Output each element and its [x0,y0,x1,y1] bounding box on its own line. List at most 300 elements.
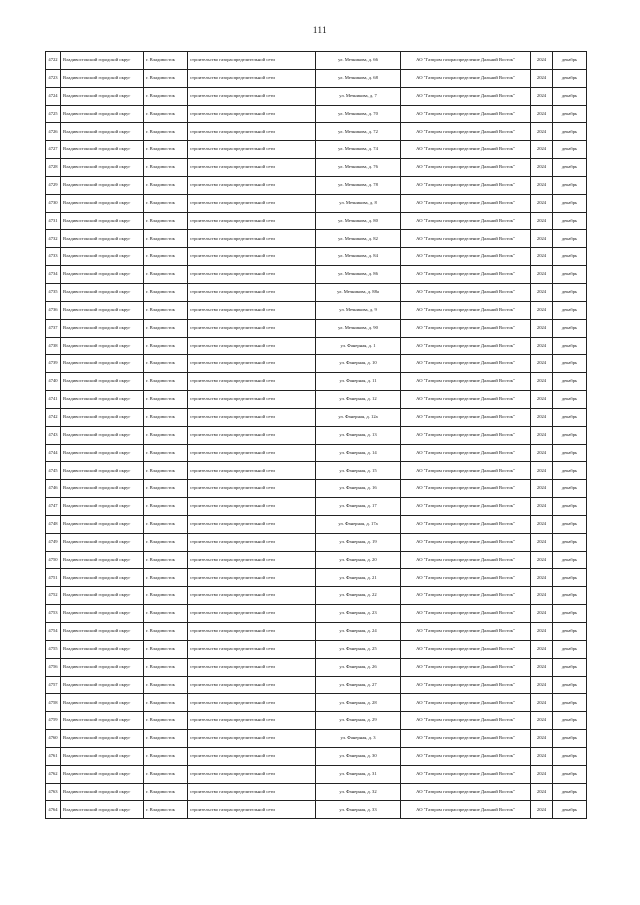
district-cell: Владивостокский городской округ [61,480,144,498]
work-type-cell: строительство газораспределительной сети [188,159,316,177]
year-cell: 2024 [531,533,553,551]
row-number: 4728 [46,159,61,177]
city-cell: г. Владивосток [144,52,188,70]
month-cell: декабрь [553,694,587,712]
district-cell: Владивостокский городской округ [61,587,144,605]
year-cell: 2024 [531,426,553,444]
year-cell: 2024 [531,319,553,337]
address-cell: ул. Мечникова, д. 68 [316,69,401,87]
city-cell: г. Владивосток [144,87,188,105]
organization-cell: АО "Газпром газораспределение Дальний Восток" [401,248,531,266]
address-cell: ул. Фанерная, д. 1 [316,337,401,355]
district-cell: Владивостокский городской округ [61,212,144,230]
address-cell: ул. Фанерная, д. 22 [316,587,401,605]
work-type-cell: строительство газораспределительной сети [188,301,316,319]
work-type-cell: строительство газораспределительной сети [188,52,316,70]
city-cell: г. Владивосток [144,533,188,551]
row-number: 4761 [46,747,61,765]
district-cell: Владивостокский городской округ [61,266,144,284]
address-cell: ул. Фанерная, д. 12 [316,391,401,409]
address-cell: ул. Фанерная, д. 32 [316,783,401,801]
district-cell: Владивостокский городской округ [61,783,144,801]
month-cell: декабрь [553,444,587,462]
row-number: 4723 [46,69,61,87]
district-cell: Владивостокский городской округ [61,355,144,373]
district-cell: Владивостокский городской округ [61,123,144,141]
city-cell: г. Владивосток [144,105,188,123]
row-number: 4739 [46,355,61,373]
city-cell: г. Владивосток [144,747,188,765]
year-cell: 2024 [531,230,553,248]
table-row [46,266,587,284]
district-cell: Владивостокский городской округ [61,408,144,426]
work-type-cell: строительство газораспределительной сети [188,640,316,658]
table-row [46,730,587,748]
table-row [46,587,587,605]
organization-cell: АО "Газпром газораспределение Дальний Восток" [401,730,531,748]
month-cell: декабрь [553,515,587,533]
work-type-cell: строительство газораспределительной сети [188,69,316,87]
table-row [46,712,587,730]
work-type-cell: строительство газораспределительной сети [188,765,316,783]
address-cell: ул. Мечникова, д. 90 [316,319,401,337]
month-cell: декабрь [553,426,587,444]
organization-cell: АО "Газпром газораспределение Дальний Восток" [401,337,531,355]
district-cell: Владивостокский городской округ [61,730,144,748]
organization-cell: АО "Газпром газораспределение Дальний Восток" [401,266,531,284]
district-cell: Владивостокский городской округ [61,426,144,444]
city-cell: г. Владивосток [144,444,188,462]
district-cell: Владивостокский городской округ [61,87,144,105]
table-row [46,319,587,337]
district-cell: Владивостокский городской округ [61,248,144,266]
district-cell: Владивостокский городской округ [61,194,144,212]
year-cell: 2024 [531,640,553,658]
work-type-cell: строительство газораспределительной сети [188,747,316,765]
district-cell: Владивостокский городской округ [61,337,144,355]
row-number: 4754 [46,623,61,641]
city-cell: г. Владивосток [144,123,188,141]
year-cell: 2024 [531,87,553,105]
work-type-cell: строительство газораспределительной сети [188,605,316,623]
work-type-cell: строительство газораспределительной сети [188,212,316,230]
work-type-cell: строительство газораспределительной сети [188,676,316,694]
city-cell: г. Владивосток [144,373,188,391]
work-type-cell: строительство газораспределительной сети [188,105,316,123]
address-cell: ул. Фанерная, д. 20 [316,551,401,569]
address-cell: ул. Фанерная, д. 30 [316,747,401,765]
organization-cell: АО "Газпром газораспределение Дальний Восток" [401,52,531,70]
work-type-cell: строительство газораспределительной сети [188,730,316,748]
district-cell: Владивостокский городской округ [61,52,144,70]
organization-cell: АО "Газпром газораспределение Дальний Восток" [401,498,531,516]
district-cell: Владивостокский городской округ [61,444,144,462]
work-type-cell: строительство газораспределительной сети [188,355,316,373]
row-number: 4753 [46,605,61,623]
month-cell: декабрь [553,480,587,498]
row-number: 4736 [46,301,61,319]
row-number: 4762 [46,765,61,783]
district-cell: Владивостокский городской округ [61,569,144,587]
table-row [46,337,587,355]
table-row [46,141,587,159]
organization-cell: АО "Газпром газораспределение Дальний Восток" [401,444,531,462]
work-type-cell: строительство газораспределительной сети [188,623,316,641]
organization-cell: АО "Газпром газораспределение Дальний Восток" [401,747,531,765]
table-row [46,801,587,819]
organization-cell: АО "Газпром газораспределение Дальний Восток" [401,480,531,498]
district-cell: Владивостокский городской округ [61,498,144,516]
city-cell: г. Владивосток [144,230,188,248]
month-cell: декабрь [553,194,587,212]
city-cell: г. Владивосток [144,569,188,587]
city-cell: г. Владивосток [144,301,188,319]
year-cell: 2024 [531,373,553,391]
work-type-cell: строительство газораспределительной сети [188,230,316,248]
organization-cell: АО "Газпром газораспределение Дальний Восток" [401,569,531,587]
city-cell: г. Владивосток [144,408,188,426]
year-cell: 2024 [531,248,553,266]
table-row [46,462,587,480]
address-cell: ул. Фанерная, д. 12а [316,408,401,426]
address-cell: ул. Мечникова, д. 66 [316,52,401,70]
row-number: 4745 [46,462,61,480]
table-row [46,283,587,301]
organization-cell: АО "Газпром газораспределение Дальний Восток" [401,605,531,623]
table-row [46,159,587,177]
address-cell: ул. Мечникова, д. 9 [316,301,401,319]
month-cell: декабрь [553,676,587,694]
row-number: 4725 [46,105,61,123]
month-cell: декабрь [553,391,587,409]
address-cell: ул. Фанерная, д. 28 [316,694,401,712]
year-cell: 2024 [531,212,553,230]
city-cell: г. Владивосток [144,640,188,658]
row-number: 4752 [46,587,61,605]
row-number: 4755 [46,640,61,658]
month-cell: декабрь [553,658,587,676]
district-cell: Владивостокский городской округ [61,640,144,658]
table-row [46,676,587,694]
work-type-cell: строительство газораспределительной сети [188,123,316,141]
year-cell: 2024 [531,712,553,730]
year-cell: 2024 [531,141,553,159]
work-type-cell: строительство газораспределительной сети [188,658,316,676]
district-cell: Владивостокский городской округ [61,765,144,783]
month-cell: декабрь [553,87,587,105]
month-cell: декабрь [553,765,587,783]
month-cell: декабрь [553,605,587,623]
work-type-cell: строительство газораспределительной сети [188,462,316,480]
year-cell: 2024 [531,658,553,676]
month-cell: декабрь [553,730,587,748]
table-row [46,605,587,623]
month-cell: декабрь [553,283,587,301]
district-cell: Владивостокский городской округ [61,676,144,694]
row-number: 4746 [46,480,61,498]
row-number: 4730 [46,194,61,212]
city-cell: г. Владивосток [144,159,188,177]
city-cell: г. Владивосток [144,605,188,623]
table-row [46,212,587,230]
organization-cell: АО "Газпром газораспределение Дальний Восток" [401,801,531,819]
month-cell: декабрь [553,712,587,730]
table-row [46,123,587,141]
row-number: 4756 [46,658,61,676]
row-number: 4726 [46,123,61,141]
row-number: 4759 [46,712,61,730]
table-row [46,373,587,391]
address-cell: ул. Мечникова, д. 72 [316,123,401,141]
table-row [46,783,587,801]
year-cell: 2024 [531,105,553,123]
year-cell: 2024 [531,462,553,480]
row-number: 4738 [46,337,61,355]
organization-cell: АО "Газпром газораспределение Дальний Восток" [401,676,531,694]
table-row [46,87,587,105]
organization-cell: АО "Газпром газораспределение Дальний Восток" [401,194,531,212]
district-cell: Владивостокский городской округ [61,391,144,409]
district-cell: Владивостокский городской округ [61,623,144,641]
month-cell: декабрь [553,640,587,658]
year-cell: 2024 [531,730,553,748]
month-cell: декабрь [553,248,587,266]
address-cell: ул. Фанерная, д. 25 [316,640,401,658]
year-cell: 2024 [531,747,553,765]
table-row [46,194,587,212]
month-cell: декабрь [553,373,587,391]
month-cell: декабрь [553,408,587,426]
city-cell: г. Владивосток [144,515,188,533]
city-cell: г. Владивосток [144,283,188,301]
district-cell: Владивостокский городской округ [61,176,144,194]
table-row [46,230,587,248]
row-number: 4743 [46,426,61,444]
year-cell: 2024 [531,266,553,284]
row-number: 4758 [46,694,61,712]
row-number: 4741 [46,391,61,409]
organization-cell: АО "Газпром газораспределение Дальний Восток" [401,551,531,569]
table-row [46,480,587,498]
row-number: 4740 [46,373,61,391]
work-type-cell: строительство газораспределительной сети [188,444,316,462]
work-type-cell: строительство газораспределительной сети [188,194,316,212]
address-cell: ул. Фанерная, д. 24 [316,623,401,641]
month-cell: декабрь [553,212,587,230]
organization-cell: АО "Газпром газораспределение Дальний Восток" [401,87,531,105]
organization-cell: АО "Газпром газораспределение Дальний Восток" [401,391,531,409]
year-cell: 2024 [531,694,553,712]
city-cell: г. Владивосток [144,783,188,801]
address-cell: ул. Фанерная, д. 16 [316,480,401,498]
month-cell: декабрь [553,569,587,587]
work-type-cell: строительство газораспределительной сети [188,515,316,533]
month-cell: декабрь [553,105,587,123]
row-number: 4760 [46,730,61,748]
month-cell: декабрь [553,783,587,801]
organization-cell: АО "Газпром газораспределение Дальний Восток" [401,69,531,87]
year-cell: 2024 [531,355,553,373]
work-type-cell: строительство газораспределительной сети [188,569,316,587]
month-cell: декабрь [553,230,587,248]
year-cell: 2024 [531,587,553,605]
row-number: 4734 [46,266,61,284]
table-row [46,498,587,516]
organization-cell: АО "Газпром газораспределение Дальний Восток" [401,640,531,658]
month-cell: декабрь [553,551,587,569]
organization-cell: АО "Газпром газораспределение Дальний Восток" [401,658,531,676]
month-cell: декабрь [553,301,587,319]
city-cell: г. Владивосток [144,658,188,676]
month-cell: декабрь [553,462,587,480]
row-number: 4733 [46,248,61,266]
table-row [46,408,587,426]
row-number: 4764 [46,801,61,819]
month-cell: декабрь [553,69,587,87]
row-number: 4763 [46,783,61,801]
address-cell: ул. Мечникова, д. 88а [316,283,401,301]
work-type-cell: строительство газораспределительной сети [188,391,316,409]
row-number: 4751 [46,569,61,587]
district-cell: Владивостокский городской округ [61,230,144,248]
address-cell: ул. Мечникова, д. 78 [316,176,401,194]
row-number: 4748 [46,515,61,533]
work-type-cell: строительство газораспределительной сети [188,141,316,159]
address-cell: ул. Мечникова, д. 8 [316,194,401,212]
city-cell: г. Владивосток [144,248,188,266]
organization-cell: АО "Газпром газораспределение Дальний Восток" [401,373,531,391]
month-cell: декабрь [553,533,587,551]
table-row [46,176,587,194]
work-type-cell: строительство газораспределительной сети [188,694,316,712]
work-type-cell: строительство газораспределительной сети [188,87,316,105]
row-number: 4749 [46,533,61,551]
organization-cell: АО "Газпром газораспределение Дальний Восток" [401,212,531,230]
month-cell: декабрь [553,747,587,765]
month-cell: декабрь [553,587,587,605]
row-number: 4731 [46,212,61,230]
year-cell: 2024 [531,801,553,819]
address-cell: ул. Фанерная, д. 17а [316,515,401,533]
city-cell: г. Владивосток [144,498,188,516]
city-cell: г. Владивосток [144,319,188,337]
row-number: 4727 [46,141,61,159]
organization-cell: АО "Газпром газораспределение Дальний Восток" [401,319,531,337]
organization-cell: АО "Газпром газораспределение Дальний Восток" [401,462,531,480]
year-cell: 2024 [531,69,553,87]
address-cell: ул. Мечникова, д. 70 [316,105,401,123]
row-number: 4724 [46,87,61,105]
year-cell: 2024 [531,301,553,319]
work-type-cell: строительство газораспределительной сети [188,533,316,551]
month-cell: декабрь [553,266,587,284]
district-cell: Владивостокский городской округ [61,551,144,569]
table-row [46,515,587,533]
work-type-cell: строительство газораспределительной сети [188,426,316,444]
work-type-cell: строительство газораспределительной сети [188,801,316,819]
table-row [46,248,587,266]
month-cell: декабрь [553,52,587,70]
address-cell: ул. Фанерная, д. 11 [316,373,401,391]
row-number: 4750 [46,551,61,569]
registry-body [46,52,587,819]
address-cell: ул. Фанерная, д. 33 [316,801,401,819]
month-cell: декабрь [553,355,587,373]
organization-cell: АО "Газпром газораспределение Дальний Восток" [401,176,531,194]
year-cell: 2024 [531,480,553,498]
district-cell: Владивостокский городской округ [61,373,144,391]
city-cell: г. Владивосток [144,266,188,284]
year-cell: 2024 [531,783,553,801]
address-cell: ул. Фанерная, д. 19 [316,533,401,551]
district-cell: Владивостокский городской округ [61,658,144,676]
table-row [46,391,587,409]
address-cell: ул. Фанерная, д. 21 [316,569,401,587]
city-cell: г. Владивосток [144,551,188,569]
organization-cell: АО "Газпром газораспределение Дальний Восток" [401,230,531,248]
table-row [46,301,587,319]
month-cell: декабрь [553,176,587,194]
city-cell: г. Владивосток [144,676,188,694]
year-cell: 2024 [531,676,553,694]
year-cell: 2024 [531,515,553,533]
city-cell: г. Владивосток [144,337,188,355]
work-type-cell: строительство газораспределительной сети [188,783,316,801]
row-number: 4722 [46,52,61,70]
address-cell: ул. Фанерная, д. 17 [316,498,401,516]
organization-cell: АО "Газпром газораспределение Дальний Восток" [401,694,531,712]
district-cell: Владивостокский городской округ [61,159,144,177]
work-type-cell: строительство газораспределительной сети [188,176,316,194]
city-cell: г. Владивосток [144,730,188,748]
table-row [46,105,587,123]
district-cell: Владивостокский городской округ [61,301,144,319]
city-cell: г. Владивосток [144,194,188,212]
year-cell: 2024 [531,337,553,355]
organization-cell: АО "Газпром газораспределение Дальний Восток" [401,141,531,159]
month-cell: декабрь [553,141,587,159]
work-type-cell: строительство газораспределительной сети [188,498,316,516]
city-cell: г. Владивосток [144,176,188,194]
address-cell: ул. Фанерная, д. 10 [316,355,401,373]
month-cell: декабрь [553,319,587,337]
organization-cell: АО "Газпром газораспределение Дальний Восток" [401,765,531,783]
district-cell: Владивостокский городской округ [61,462,144,480]
year-cell: 2024 [531,569,553,587]
year-cell: 2024 [531,159,553,177]
address-cell: ул. Мечникова, д. 7 [316,87,401,105]
address-cell: ул. Мечникова, д. 82 [316,230,401,248]
table-row [46,623,587,641]
registry-table [45,51,587,819]
work-type-cell: строительство газораспределительной сети [188,587,316,605]
month-cell: декабрь [553,337,587,355]
year-cell: 2024 [531,444,553,462]
address-cell: ул. Фанерная, д. 27 [316,676,401,694]
table-row [46,551,587,569]
year-cell: 2024 [531,765,553,783]
organization-cell: АО "Газпром газораспределение Дальний Восток" [401,712,531,730]
city-cell: г. Владивосток [144,801,188,819]
table-row [46,426,587,444]
district-cell: Владивостокский городской округ [61,747,144,765]
address-cell: ул. Мечникова, д. 74 [316,141,401,159]
year-cell: 2024 [531,623,553,641]
address-cell: ул. Фанерная, д. 13 [316,426,401,444]
address-cell: ул. Мечникова, д. 76 [316,159,401,177]
table-row [46,355,587,373]
year-cell: 2024 [531,498,553,516]
